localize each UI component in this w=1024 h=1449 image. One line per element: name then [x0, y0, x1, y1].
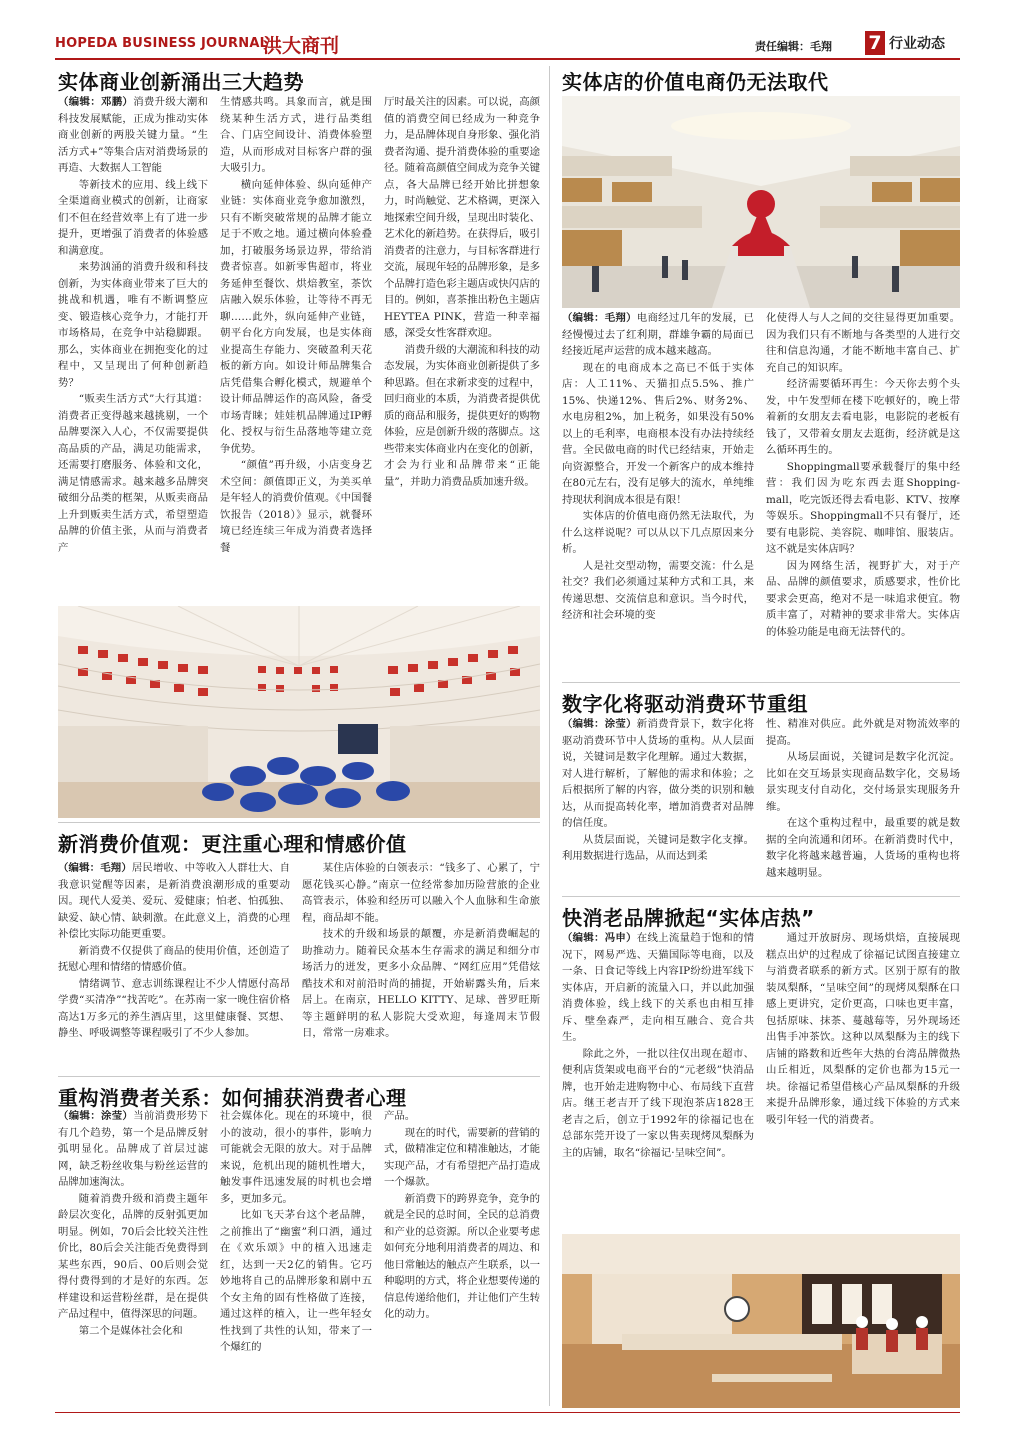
article-1-col-1: （编辑：邓鹏）消费升级大潮和科技发展赋能，正成为推动实体商业创新的两股关键力量。“生活方式+”等集合店对消费场景的再造、大数据人工智能 等新技术的应用、线上线下全渠道商业模式的创新，让商家们不但在经营效率上有了进一步提升，更增强了消费者的体验感和满意度。 来势汹涌的消费升级和科技创新，为实体商业带来了巨大的挑战和机遇，唯有不断调整应变、锻造核心竞争力，才能打开市场格局，在竞争中站稳脚跟。那么，实体商业在拥抱变化的过程中，又呈现出了何种创新趋势？ “贩卖生活方式”大行其道：消费者正变得越来越挑剔，一个品牌要深入人心，不仅需要提供高品质的产品，满足功能需求，还需要打磨服务、体验和文化，满足情感需求。越来越多品牌突破细分品类的框架，从贩卖商品上升到贩卖生活方式，希望塑造品牌的价值主张，从而与消费者产 [58, 96, 208, 554]
article-1-byline: （编辑：邓鹏） [58, 96, 134, 108]
article-3-col-2: 某住店体验的白领表示：“钱多了、心累了，宁愿花钱买心静。”南京一位经常参加历险营旅的企业高管表示，体验和经历可以融入个人血脉和生命旅程，商品却不能。 技术的升级和场景的颠覆，亦是新消费崛起的助推动力。随着民众基本生存需求的满足和细分市场活力的迸发，更多小众品牌、“网红应用”凭借炫酷技术和对前沿时尚的捕捉，开始崭露头角，后来居上。在南京，HELLO KITTY、足球、普罗旺斯等主题鲜明的私人影院大受欢迎，每逢周末节假日，常常一房难求。 [302, 862, 540, 1039]
rule [58, 822, 540, 823]
brand-logo: 洪大商刊 [263, 35, 340, 57]
article-2-col-2: 化使得人与人之间的交往显得更加重要。因为我们只有不断地与各类型的人进行交往和信息沟通，才能不断地丰富自己、扩充自己的知识库。 经济需要循环再生：今天你去剪个头发，中午发型师在楼下吃顿好的，晚上带着新的女朋友去看电影，电影院的老板有钱了，又带着女朋友去逛街，经济就是这么循环再生的。 Shoppingmall要承载餐厅的集中经营：我们因为吃东西去逛Shopping-mall，吃完饭还得去看电影、KTV、按摩等娱乐。Shoppingmall不只有餐厅，还要有电影院、美容院、咖啡馆、服装店。这不就是实体店吗？ 因为网络生活，视野扩大，对于产品、品牌的颜值要求，质感要求，性价比要求会更高，绝对不是一味追求便宜。物质丰富了，对精神的要求非常大。实体店的体验功能是电商无法替代的。 [766, 312, 960, 638]
responsible-editor: 责任编辑：毛翔 [755, 40, 832, 53]
column-divider [549, 66, 550, 1406]
masthead-rule [55, 58, 960, 60]
article-6-col-3: 产品。 现在的时代，需要新的营销的式，做精准定位和精准触达，才能实现产品，才有希望把产品打造成一个爆款。 新消费下的跨界竞争，竞争的就是全民的总时间，全民的总消费和产业的总资源。所以企业要考虑如何充分地利用消费者的周边、和他日常触达的触点产生联系，以一种聪明的方式，将企业想要传递的信息传递给他们，并让他们产生转化的动力。 [384, 1110, 540, 1320]
article-1-title: 实体商业创新涌出三大趋势 [58, 70, 304, 94]
article-6-title: 重构消费者关系：如何捕获消费者心理 [58, 1086, 407, 1110]
article-5-title: 快消老品牌掀起“实体店热” [562, 906, 815, 930]
rule [562, 896, 960, 897]
article-5-byline: （编辑：冯申） [562, 932, 637, 944]
article-6-col-1: （编辑：涂莹）当前消费形势下有几个趋势，第一个是品牌反射弧明显化。品牌成了首层过滤网，缺乏粉丝收集与粉丝运营的品牌加速淘汰。 随着消费升级和消费主题年龄层次变化，品牌的反射弧更加明显。例如，70后会比较关注性价比，80后会关注能否免费得到某些东西，90后、00后则会觉得付费得到的才是好的东西。怎样建设和运营粉丝群，是在提供产品过程中，值得深思的问题。 第二个是媒体社会化和 [58, 1110, 208, 1337]
article-2-col-1: （编辑：毛翔）电商经过几年的发展，已经慢慢过去了红利期，群雄争霸的局面已经接近尾声运营的成本越来越高。 现在的电商成本之高已不低于实体店：人工11%、天猫扣点5.5%、推广15%、快递12%、售后2%、财务2%、水电房租2%，加上税务，如果没有50%以上的毛利率，电商根本没有办法持续经营。全民做电商的时代已经结束，开始走向资源整合，开发一个新客户的成本维持在80元左右，没有足够大的流水，单纯维持现状利润成本很是有限！ 实体店的价值电商仍然无法取代，为什么这样说呢？可以从以下几点原因来分析。 人是社交型动物，需要交流：什么是社交？我们必须通过某种方式和工具，来传递思想、交流信息和意识。当今时代，经济和社会环境的变 [562, 312, 754, 621]
brand-name: HOPEDA BUSINESS JOURNAL [55, 36, 269, 51]
bakery-store-photo [562, 1234, 960, 1408]
article-3-byline: （编辑：毛翔） [58, 862, 132, 874]
article-4-title: 数字化将驱动消费环节重组 [562, 692, 808, 716]
bookstore-photo [58, 606, 540, 818]
article-3-col-1: （编辑：毛翔）居民增收、中等收入人群壮大、自我意识觉醒等因素，是新消费浪潮形成的重要动因。现代人爱美、爱玩、爱健康；怕老、怕孤独、缺爱、缺心情、缺刺激。在此意义上，消费的心理补偿比实际功能更重要。 新消费不仅提供了商品的使用价值，还创造了抚慰心理和情绪的情感价值。 情绪调节、意志训练课程让不少人情愿付高昂学费“买清净”“找苦吃”。在苏南一家一晚住宿价格高达1万多元的养生酒店里，这里健康餐、冥想、静坐、呼吸调整等课程吸引了不少人参加。 [58, 862, 290, 1039]
article-4-col-2: 性、精准对供应。此外就是对物流效率的提高。 从场层面说，关键词是数字化沉淀。比如在交互场景实现商品数字化，交易场景实现支付自动化，交付场景实现服务升维。 在这个重构过程中，最重要的就是数据的全向流通和闭环。在新消费时代中，数字化将越来越普遍，人货场的重构也将越来越明显。 [766, 718, 960, 879]
article-6-byline: （编辑：涂莹） [58, 1110, 134, 1122]
footer-rule [55, 1412, 960, 1413]
article-2-byline: （编辑：毛翔） [562, 312, 637, 324]
masthead [55, 30, 960, 60]
article-5-col-1: （编辑：冯申）在线上流量趋于饱和的情况下，网易严选、天猫国际等电商，以及一条、日食记等线上内容IP纷纷进军线下实体店，开启新的流量入口，并以此加强消费体验，线上线下的关系也由相互排斥、壁垒森严，走向相互融合、竞合共生。 除此之外，一批以往仅出现在超市、便利店货架或电商平台的“元老级”快消品牌，也开始走进购物中心、布局线下直营店。继王老吉开了线下现泡茶店1828王老吉之后，创立于1992年的徐福记也在总部东莞开设了一家以售卖现烤凤梨酥为主的店铺，取名“徐福记·呈味空间”。 [562, 932, 754, 1159]
article-5-col-2: 通过开放厨房、现场烘焙，直接展现糕点出炉的过程成了徐福记试图直接建立与消费者联系的新方式。区别于原有的散装凤梨酥，“呈味空间”的现烤凤梨酥在口感上更讲究，定价更高，口味也更丰富，包括原味、抹茶、蔓越莓等，另外现场还出售手冲茶饮。这种以凤梨酥为主的线下店铺的路数和近些年大热的台湾品牌微热山丘相近，凤梨酥的定价也都为15元一块。徐福记希望借核心产品凤梨酥的升级来提升品牌形象，通过线下体验的方式来吸引年轻一代的消费者。 [766, 932, 960, 1126]
article-1-col-3: 厅时最关注的因素。可以说，高颜值的消费空间已经成为一种竞争力，是品牌体现自身形象、强化消费者沟通、提升消费体验的重要途径。随着高颜值空间成为竞争关键点，各大品牌已经开始比拼想象力，时尚触觉、艺术格调，更深入地探索空间升级，呈现出时装化、艺术化的新趋势。在获得后，吸引消费者的注意力，与目标客群进行交流，展现年轻的品牌形象，是多个品牌打造色彩主题店或快闪店的目的。例如，喜茶推出粉色主题店HEYTEA PINK，营造一种幸福感，深受女性客群欢迎。 消费升级的大潮流和科技的动态发展，为实体商业创新提供了多种思路。但在求新求变的过程中，回归商业的本质，为消费者提供优质的商品和服务，提供更好的购物体验，应是创新升级的落脚点。这些带来实体商业内在变化的创新，才会为行业和品牌带来“正能量”，并助力消费品质加速升级。 [384, 96, 540, 488]
mall-photo [562, 96, 960, 308]
article-4-byline: （编辑：涂莹） [562, 718, 637, 730]
article-1-col-2: 生情感共鸣。具象而言，就是围绕某种生活方式，进行品类组合、门店空间设计、消费体验塑造，从而形成对目标客户群的强大吸引力。 横向延伸体验、纵向延伸产业链：实体商业竞争愈加激烈，只有不断突破常规的品牌才能立足于不败之地。通过横向体验叠加，打破服务场景边界，带给消费者惊喜。如新零售超市，将业务延伸至餐饮、烘焙教室，茶饮店融入娱乐体验，让等待不再无聊……此外，纵向延伸产业链，朝平台化方向发展，也是实体商业提高生存能力、突破盈利天花板的新方向。如设计师品牌集合店凭借集合孵化模式，规避单个设计师品牌运作的高风险，备受市场青睐；娃娃机品牌通过IP孵化、授权与衍生品落地等建立竞争优势。 “颜值”再升级，小店变身艺术空间：颜值即正义，为美买单是年轻人的消费价值观。《中国餐饮报告（2018）》显示，就餐环境已经连续三年成为消费者选择餐 [220, 96, 372, 554]
article-6-col-2: 社会媒体化。现在的环境中，很小的波动，很小的事件，影响力可能就会无限的放大。对于品牌来说，危机出现的随机性增大，触发事件迅速发展的时机也会增多，更加多元。 比如飞天茅台这个老品牌，之前推出了“幽蜜”利口酒，通过在《欢乐颂》中的植入迅速走红，达到一天2亿的销售。它巧妙地将自己的品牌形象和剧中五个女主角的固有性格做了连接，通过这样的植入，让一些年轻女性找到了共性的认知，带来了一个爆红的 [220, 1110, 372, 1353]
article-3-title: 新消费价值观：更注重心理和情感价值 [58, 832, 407, 856]
article-4-col-1: （编辑：涂莹）新消费背景下，数字化将驱动消费环节中人货场的重构。从人层面说，关键词是数字化理解。通过大数据，对人进行解析，了解他的需求和体验；之后根据所了解的内容，做分类的识别和触达，从而提高转化率，增加消费者对品牌的信任度。 从货层面说，关键词是数字化支撑。利用数据进行选品，从而达到柔 [562, 718, 754, 862]
rule [562, 682, 960, 683]
page-number: 7 [865, 31, 885, 55]
section-name: 行业动态 [889, 36, 945, 52]
rule [58, 1076, 540, 1077]
article-2-title: 实体店的价值电商仍无法取代 [562, 70, 829, 94]
